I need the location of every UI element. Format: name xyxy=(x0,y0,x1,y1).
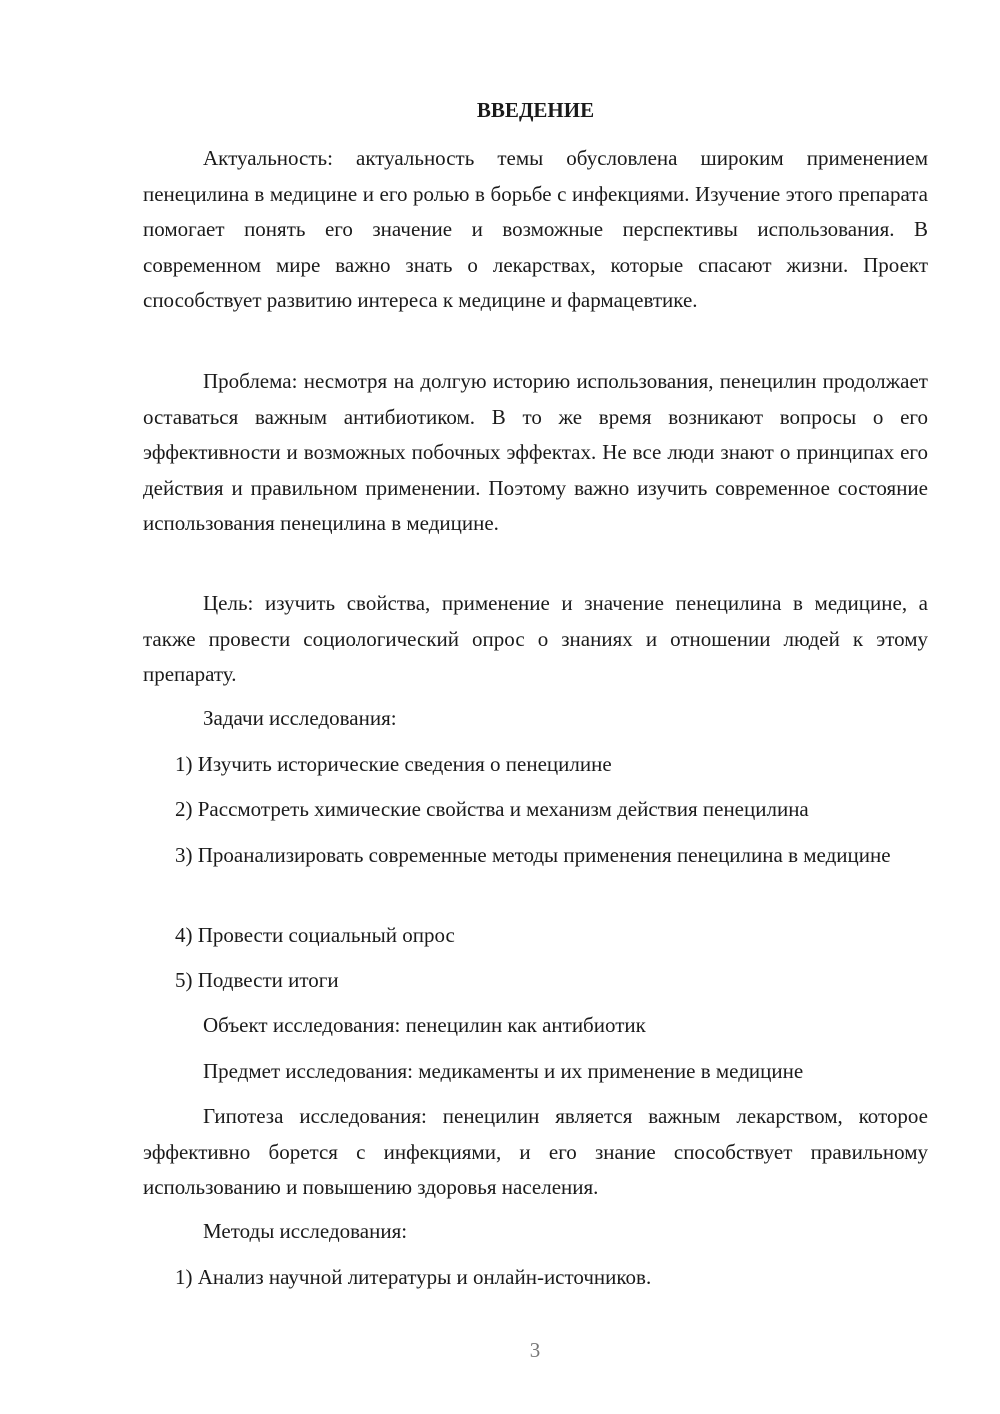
hypothesis-paragraph: Гипотеза исследования: пенецилин является важным лекарством, которое эффективно борется с инфекциями, и его знание способствует правильному использованию и повышению здоровья населения. xyxy=(143,1104,928,1199)
page-number: 3 xyxy=(529,1338,541,1362)
section-heading: ВВЕДЕНИЕ xyxy=(476,98,595,122)
problem-paragraph: Проблема: несмотря на долгую историю использования, пенецилин продолжает оставаться важным антибиотиком. В то же время возникают вопросы о его эффективности и возможных побочных эффектах. Не все люди знают о принципах его действия и правильном применении. Поэтому важно изучить современное состояние использования пенецилина в медицине. xyxy=(143,369,928,535)
task-item-1: 1) Изучить исторические сведения о пенецилине xyxy=(175,752,612,776)
goal-paragraph: Цель: изучить свойства, применение и значение пенецилина в медицине, а также провести социологический опрос о знаниях и отношении людей к этому препарату. xyxy=(143,591,928,686)
relevance-paragraph: Актуальность: актуальность темы обусловлена широким применением пенецилина в медицине и его ролью в борьбе с инфекциями. Изучение этого препарата помогает понять его значение и возможные перспективы использования. В современном мире важно знать о лекарствах, которые спасают жизни. Проект способствует развитию интереса к медицине и фармацевтике. xyxy=(143,146,928,312)
method-item-1: 1) Анализ научной литературы и онлайн-источников. xyxy=(175,1265,652,1289)
task-item-2: 2) Рассмотреть химические свойства и механизм действия пенецилина xyxy=(175,797,809,821)
methods-heading: Методы исследования: xyxy=(203,1219,408,1243)
subject-paragraph: Предмет исследования: медикаменты и их применение в медицине xyxy=(203,1059,804,1083)
task-item-3: 3) Проанализировать современные методы применения пенецилина в медицине xyxy=(175,843,891,867)
task-item-5: 5) Подвести итоги xyxy=(175,968,339,992)
tasks-heading: Задачи исследования: xyxy=(203,706,397,730)
object-paragraph: Объект исследования: пенецилин как антибиотик xyxy=(203,1013,646,1037)
task-item-4: 4) Провести социальный опрос xyxy=(175,923,455,947)
